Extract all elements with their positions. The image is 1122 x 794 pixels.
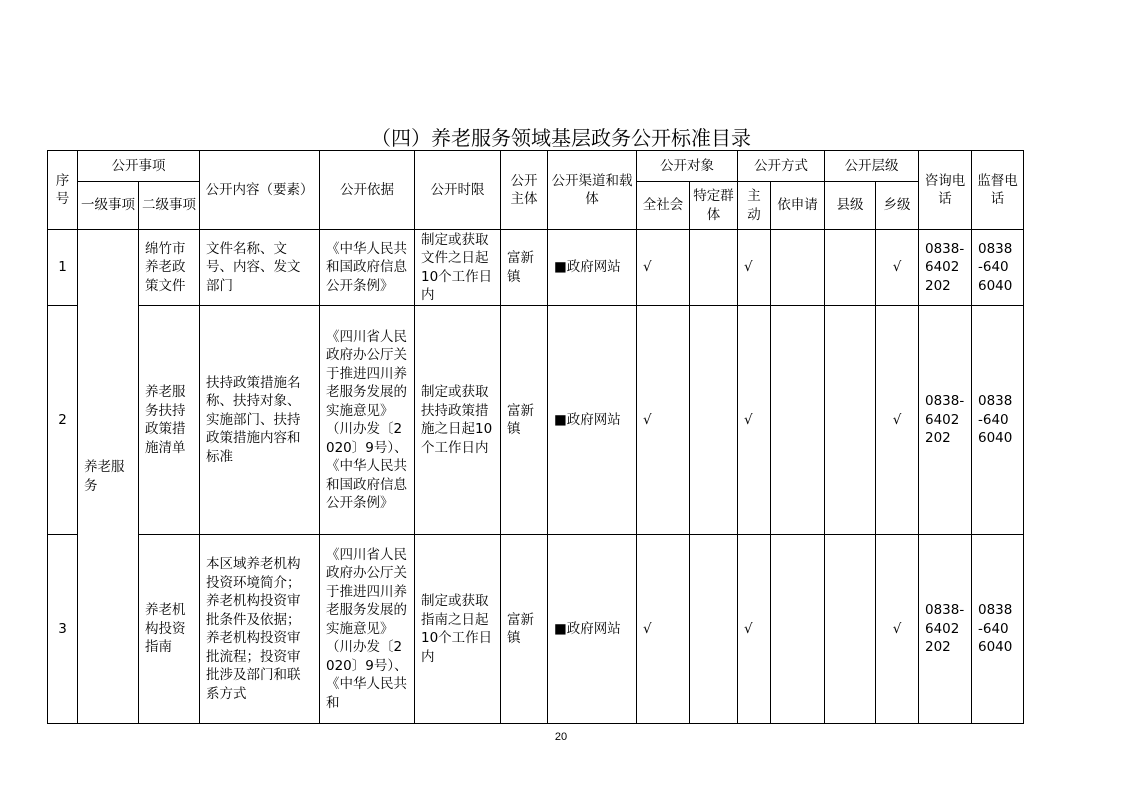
row-basis: 《四川省人民政府办公厅关于推进四川养老服务发展的实施意见》（川办发〔2020〕9号）、《中华人民共和 <box>320 535 415 724</box>
row-supervise-phone: 0838-6406040 <box>972 230 1024 306</box>
row-target-public: √ <box>637 306 690 535</box>
row-level-county <box>825 230 876 306</box>
row-seq: 1 <box>48 230 78 306</box>
row-level-county <box>825 306 876 535</box>
row-subject: 富新镇 <box>501 306 548 535</box>
header-supervise-phone: 监督电话 <box>972 151 1024 230</box>
header-method-request: 依申请 <box>771 182 825 230</box>
header-method-active: 主动 <box>738 182 771 230</box>
table-row <box>48 306 1024 535</box>
row-time-limit: 制定或获取指南之日起10个工作日内 <box>415 535 501 724</box>
row-method-request <box>771 230 825 306</box>
table-row <box>48 535 1024 724</box>
row-channel: ■政府网站 <box>548 306 637 535</box>
row-content: 本区域养老机构投资环境简介；养老机构投资审批条件及依据；养老机构投资审批流程；投资审批涉及部门和联系方式 <box>200 535 320 724</box>
row-level2: 养老服务扶持政策措施清单 <box>139 306 200 535</box>
header-content: 公开内容（要素） <box>200 151 320 230</box>
row-target-specific <box>690 306 738 535</box>
catalog-table <box>47 150 1024 724</box>
row-method-active: √ <box>738 535 771 724</box>
row-channel: ■政府网站 <box>548 535 637 724</box>
row-time-limit: 制定或获取文件之日起10个工作日内 <box>415 230 501 306</box>
row-basis: 《四川省人民政府办公厅关于推进四川养老服务发展的实施意见》（川办发〔2020〕9号）、《中华人民共和国政府信息公开条例》 <box>320 306 415 535</box>
row-consult-phone: 0838-6402202 <box>919 230 972 306</box>
header-time-limit: 公开时限 <box>415 151 501 230</box>
row-level2: 绵竹市养老政策文件 <box>139 230 200 306</box>
row-consult-phone: 0838-6402202 <box>919 535 972 724</box>
row-level2: 养老机构投资指南 <box>139 535 200 724</box>
row-level-township: √ <box>876 230 919 306</box>
header-level2: 二级事项 <box>139 182 200 230</box>
row-supervise-phone: 0838-6406040 <box>972 535 1024 724</box>
row-level-township: √ <box>876 306 919 535</box>
row-content: 扶持政策措施名称、扶持对象、实施部门、扶持政策措施内容和标准 <box>200 306 320 535</box>
header-basis: 公开依据 <box>320 151 415 230</box>
header-consult-phone: 咨询电话 <box>919 151 972 230</box>
row-level-county <box>825 535 876 724</box>
page-title: （四）养老服务领域基层政务公开标准目录 <box>371 126 751 150</box>
row-basis: 《中华人民共和国政府信息公开条例》 <box>320 230 415 306</box>
row-method-request <box>771 535 825 724</box>
row-seq: 2 <box>48 306 78 535</box>
header-level-township: 乡级 <box>876 182 919 230</box>
row-method-request <box>771 306 825 535</box>
header-target-group: 公开对象 <box>637 151 738 182</box>
header-method-group: 公开方式 <box>738 151 825 182</box>
header-level-group: 公开层级 <box>825 151 919 182</box>
header-seq: 序号 <box>48 151 78 230</box>
row-target-specific <box>690 535 738 724</box>
row-subject: 富新镇 <box>501 230 548 306</box>
header-target-specific: 特定群体 <box>690 182 738 230</box>
row-method-active: √ <box>738 306 771 535</box>
row-target-public: √ <box>637 535 690 724</box>
row-consult-phone: 0838-6402202 <box>919 306 972 535</box>
row-content: 文件名称、文号、内容、发文部门 <box>200 230 320 306</box>
table-row <box>48 230 1024 306</box>
row-supervise-phone: 0838-6406040 <box>972 306 1024 535</box>
header-target-public: 全社会 <box>637 182 690 230</box>
row-target-public: √ <box>637 230 690 306</box>
row-seq: 3 <box>48 535 78 724</box>
header-level1: 一级事项 <box>78 182 139 230</box>
row-method-active: √ <box>738 230 771 306</box>
row-target-specific <box>690 230 738 306</box>
level1-item: 养老服务 <box>78 230 139 724</box>
header-subject: 公开主体 <box>501 151 548 230</box>
header-items-group: 公开事项 <box>78 151 200 182</box>
page-number: 20 <box>554 731 568 743</box>
row-subject: 富新镇 <box>501 535 548 724</box>
row-level-township: √ <box>876 535 919 724</box>
row-channel: ■政府网站 <box>548 230 637 306</box>
row-time-limit: 制定或获取扶持政策措施之日起10个工作日内 <box>415 306 501 535</box>
header-level-county: 县级 <box>825 182 876 230</box>
header-channel: 公开渠道和载体 <box>548 151 637 230</box>
